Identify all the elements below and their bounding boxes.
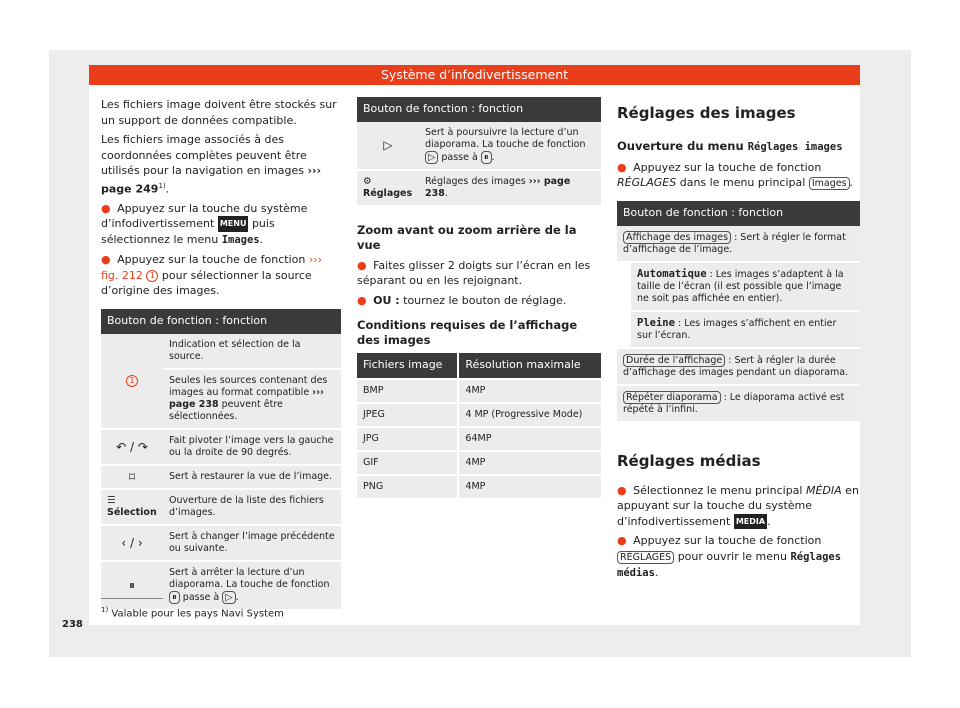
menu-name: Images <box>221 233 260 246</box>
table-row <box>357 427 601 451</box>
play-icon: ▷ <box>357 122 419 170</box>
table-row <box>357 451 601 475</box>
bullet-menu: ● Appuyez sur la touche du système d’infodivertissement MENU puis sélectionnez le menu Images. <box>101 201 308 246</box>
bullet-icon: ● <box>617 483 627 497</box>
table-header: Bouton de fonction : fonction <box>357 97 601 122</box>
function-table-3 <box>617 201 860 421</box>
play-key-icon: ▷ <box>425 151 438 164</box>
pause-key-icon: ⏸ <box>169 591 180 604</box>
images-key: Images <box>809 177 850 190</box>
table-cell: Affichage des images : Sert à régler le format d’affichage de l’image. <box>617 226 860 262</box>
table-cell: 4MP <box>458 475 601 498</box>
play-key-icon: ▷ <box>222 591 235 604</box>
bullet-icon: ● <box>101 253 111 267</box>
column-header: Fichiers image <box>357 353 458 379</box>
table-row <box>357 403 601 427</box>
table-cell: Pleine : Les images s’affichent en entier sur l’écran. <box>631 311 860 348</box>
settings-icon: ⚙ Réglages <box>357 170 419 205</box>
media-key-icon: MEDIA <box>734 514 767 530</box>
repeat-key: Répéter diaporama <box>623 391 721 404</box>
table-cell: 4 MP (Progressive Mode) <box>458 403 601 427</box>
column-header: Résolution maximale <box>458 353 601 379</box>
pause-icon: ⏸ <box>101 561 163 609</box>
column-3 <box>617 103 860 586</box>
table-cell: Fait pivoter l’image vers la gauche ou la droite de 90 degrés. <box>163 429 341 465</box>
menu-name: Réglages images <box>747 141 843 154</box>
table-row <box>357 475 601 498</box>
table-cell: GIF <box>357 451 458 475</box>
table-cell: Seules les sources contenant des images au format compatible ››› page 238 peuvent être sélectionnées. <box>163 369 341 429</box>
table-header: Bouton de fonction : fonction <box>617 201 860 226</box>
table-cell: Réglages des images ››› page 238. <box>419 170 601 205</box>
table-cell: Sert à poursuivre la lecture d’un diaporama. La touche de fonction ▷ passe à ⏸ . <box>419 122 601 170</box>
open-menu-line: Ouverture du menu Réglages images <box>617 139 843 154</box>
page-number: 238 <box>62 619 83 630</box>
section-title: Réglages médias <box>617 451 761 470</box>
pause-key-icon: ⏸ <box>481 151 492 164</box>
table-cell: 4MP <box>458 451 601 475</box>
table-cell: Indication et sélection de la source. <box>163 334 341 369</box>
function-table-2 <box>357 97 601 205</box>
page-link[interactable]: ››› page 238 <box>169 386 324 410</box>
table-cell: 64MP <box>458 427 601 451</box>
column-2 <box>357 97 601 498</box>
settings-bullet: ● Appuyez sur la touche de fonction RÉGLAGES dans le menu principal Images . <box>617 160 854 190</box>
media-bullet-2: ● Appuyez sur la touche de fonction RÉGLAGES pour ouvrir le menu Réglages médias. <box>617 534 842 580</box>
table-cell: JPG <box>357 427 458 451</box>
function-table-1 <box>101 309 341 609</box>
table-cell: Sert à restaurer la vue de l’image. <box>163 465 341 489</box>
page-header: Système d’infodivertissement <box>89 65 860 85</box>
bullet-icon: ● <box>617 534 627 548</box>
table-cell: Répéter diaporama : Le diaporama activé est répété à l’infini. <box>617 385 860 421</box>
table-row <box>357 379 601 403</box>
bullet-icon: ● <box>357 258 367 272</box>
source-icon: 1 <box>101 334 163 429</box>
file-format-table <box>357 353 601 498</box>
table-cell: Automatique : Les images s’adaptent à la taille de l’écran (il est possible que l’image ne soit pas affichée en entier). <box>631 262 860 311</box>
media-bullet-1: ● Sélectionnez le menu principal MÉDIA en appuyant sur la touche du système d’infodivertissement MEDIA . <box>617 483 859 528</box>
footnote: $^{1)}$ Valable pour les pays Navi System <box>101 606 284 620</box>
figure-link[interactable]: ››› fig. 212 <box>101 253 323 282</box>
settings-key: RÉGLAGES <box>617 551 674 564</box>
conditions-heading: Conditions requises de l’affichage des images <box>357 318 578 348</box>
section-title: Réglages des images <box>617 104 796 122</box>
table-cell: Sert à arrêter la lecture d’un diaporama. La touche de fonction ⏸ passe à ▷ . <box>163 561 341 609</box>
page-link[interactable]: ››› page 238 <box>425 175 571 199</box>
rotate-icon: ↶ / ↷ <box>101 429 163 465</box>
intro-paragraph: Les fichiers image doivent être stockés sur un support de données compatible. <box>101 98 337 127</box>
table-cell: 4MP <box>458 379 601 403</box>
table-cell: JPEG <box>357 403 458 427</box>
duration-key: Durée de l’affichage <box>623 354 725 367</box>
navigation-paragraph: Les fichiers image associés à des coordonnées complètes peuvent être utilisés pour la navigation en images ››› page 249$^{1)}$. <box>101 133 322 196</box>
callout-number: 1 <box>146 270 158 282</box>
table-cell: Durée de l’affichage : Sert à régler la durée d’affichage des images pendant un diaporama. <box>617 348 860 385</box>
bullet-icon: ● <box>101 201 111 215</box>
column-1 <box>101 97 341 609</box>
table-cell: Ouverture de la liste des fichiers d’images. <box>163 489 341 525</box>
table-cell: Sert à changer l’image précédente ou suivante. <box>163 525 341 561</box>
page-link[interactable]: ››› page 249 <box>101 164 322 196</box>
display-key: Affichage des images <box>623 231 731 244</box>
prev-next-icon: ‹ / › <box>101 525 163 561</box>
menu-key-icon: MENU <box>218 216 249 232</box>
footnote-rule <box>101 598 163 599</box>
table-header: Bouton de fonction : fonction <box>101 309 341 334</box>
bullet-source: ● Appuyez sur la touche de fonction ››› fig. 212 1 pour sélectionner la source d’origine des images. <box>101 253 323 298</box>
table-cell: BMP <box>357 379 458 403</box>
zoom-bullet-2: ● OU : tournez le bouton de réglage. <box>357 293 567 307</box>
table-cell: PNG <box>357 475 458 498</box>
menu-name: Réglages médias <box>617 550 842 580</box>
bullet-icon: ● <box>617 160 627 174</box>
zoom-heading: Zoom avant ou zoom arrière de la vue <box>357 222 577 252</box>
restore-view-icon: ⌑ <box>101 465 163 489</box>
zoom-bullet-1: ● Faites glisser 2 doigts sur l’écran en les séparant ou en les rejoignant. <box>357 258 591 288</box>
bullet-icon: ● <box>357 293 367 307</box>
list-icon: ☰ Sélection <box>101 489 163 525</box>
